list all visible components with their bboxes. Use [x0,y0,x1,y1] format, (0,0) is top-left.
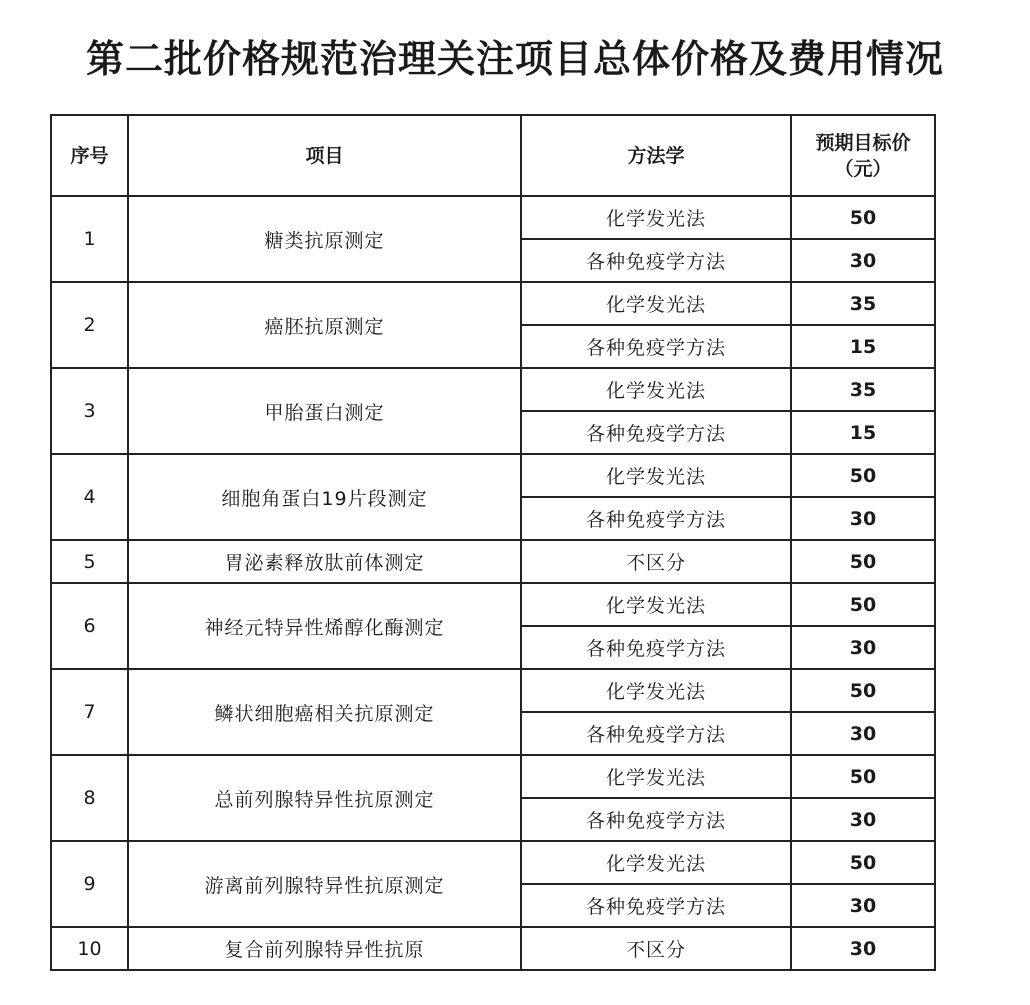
method-name: 化学发光法 [521,583,791,626]
target-price: 50 [791,454,935,497]
row-number: 10 [51,927,128,970]
target-price: 30 [791,927,935,970]
target-price: 30 [791,497,935,540]
header-price-label: 预期目标价 [815,131,911,154]
table-row [51,454,935,497]
method-name: 化学发光法 [521,841,791,884]
method-name: 化学发光法 [521,282,791,325]
method-name: 化学发光法 [521,669,791,712]
table-body [51,196,935,970]
row-number: 1 [51,196,128,282]
method-name: 化学发光法 [521,368,791,411]
target-price: 30 [791,239,935,282]
target-price: 15 [791,325,935,368]
target-price: 50 [791,540,935,583]
target-price: 15 [791,411,935,454]
method-name: 各种免疫学方法 [521,798,791,841]
method-name: 各种免疫学方法 [521,325,791,368]
table-row [51,583,935,626]
item-name: 癌胚抗原测定 [128,282,521,368]
method-name: 不区分 [521,540,791,583]
header-method: 方法学 [521,115,791,196]
table-row [51,841,935,884]
item-name: 糖类抗原测定 [128,196,521,282]
target-price: 50 [791,841,935,884]
method-name: 化学发光法 [521,196,791,239]
header-price [791,115,935,196]
method-name: 各种免疫学方法 [521,239,791,282]
item-name: 游离前列腺特异性抗原测定 [128,841,521,927]
item-name: 细胞角蛋白19片段测定 [128,454,521,540]
method-name: 各种免疫学方法 [521,497,791,540]
target-price: 35 [791,282,935,325]
row-number: 7 [51,669,128,755]
item-name: 胃泌素释放肽前体测定 [128,540,521,583]
method-name: 化学发光法 [521,454,791,497]
item-name: 鳞状细胞癌相关抗原测定 [128,669,521,755]
method-name: 化学发光法 [521,755,791,798]
target-price: 50 [791,755,935,798]
method-name: 各种免疫学方法 [521,712,791,755]
table-header-row [51,115,935,196]
method-name: 各种免疫学方法 [521,411,791,454]
item-name: 神经元特异性烯醇化酶测定 [128,583,521,669]
method-name: 各种免疫学方法 [521,884,791,927]
page-title: 第二批价格规范治理关注项目总体价格及费用情况 [85,36,944,81]
row-number: 2 [51,282,128,368]
row-number: 3 [51,368,128,454]
table-row [51,755,935,798]
item-name: 甲胎蛋白测定 [128,368,521,454]
row-number: 6 [51,583,128,669]
header-item: 项目 [128,115,521,196]
table-row [51,927,935,970]
target-price: 35 [791,368,935,411]
target-price: 30 [791,712,935,755]
table-row [51,196,935,239]
table-row [51,282,935,325]
target-price: 30 [791,884,935,927]
method-name: 不区分 [521,927,791,970]
row-number: 5 [51,540,128,583]
row-number: 8 [51,755,128,841]
target-price: 30 [791,798,935,841]
item-name: 复合前列腺特异性抗原 [128,927,521,970]
row-number: 4 [51,454,128,540]
target-price: 50 [791,196,935,239]
target-price: 30 [791,626,935,669]
table-row [51,669,935,712]
method-name: 各种免疫学方法 [521,626,791,669]
table-row [51,540,935,583]
table-row [51,368,935,411]
price-table [50,114,936,971]
header-price-unit: （元） [834,157,892,180]
target-price: 50 [791,583,935,626]
target-price: 50 [791,669,935,712]
item-name: 总前列腺特异性抗原测定 [128,755,521,841]
header-no: 序号 [51,115,128,196]
row-number: 9 [51,841,128,927]
